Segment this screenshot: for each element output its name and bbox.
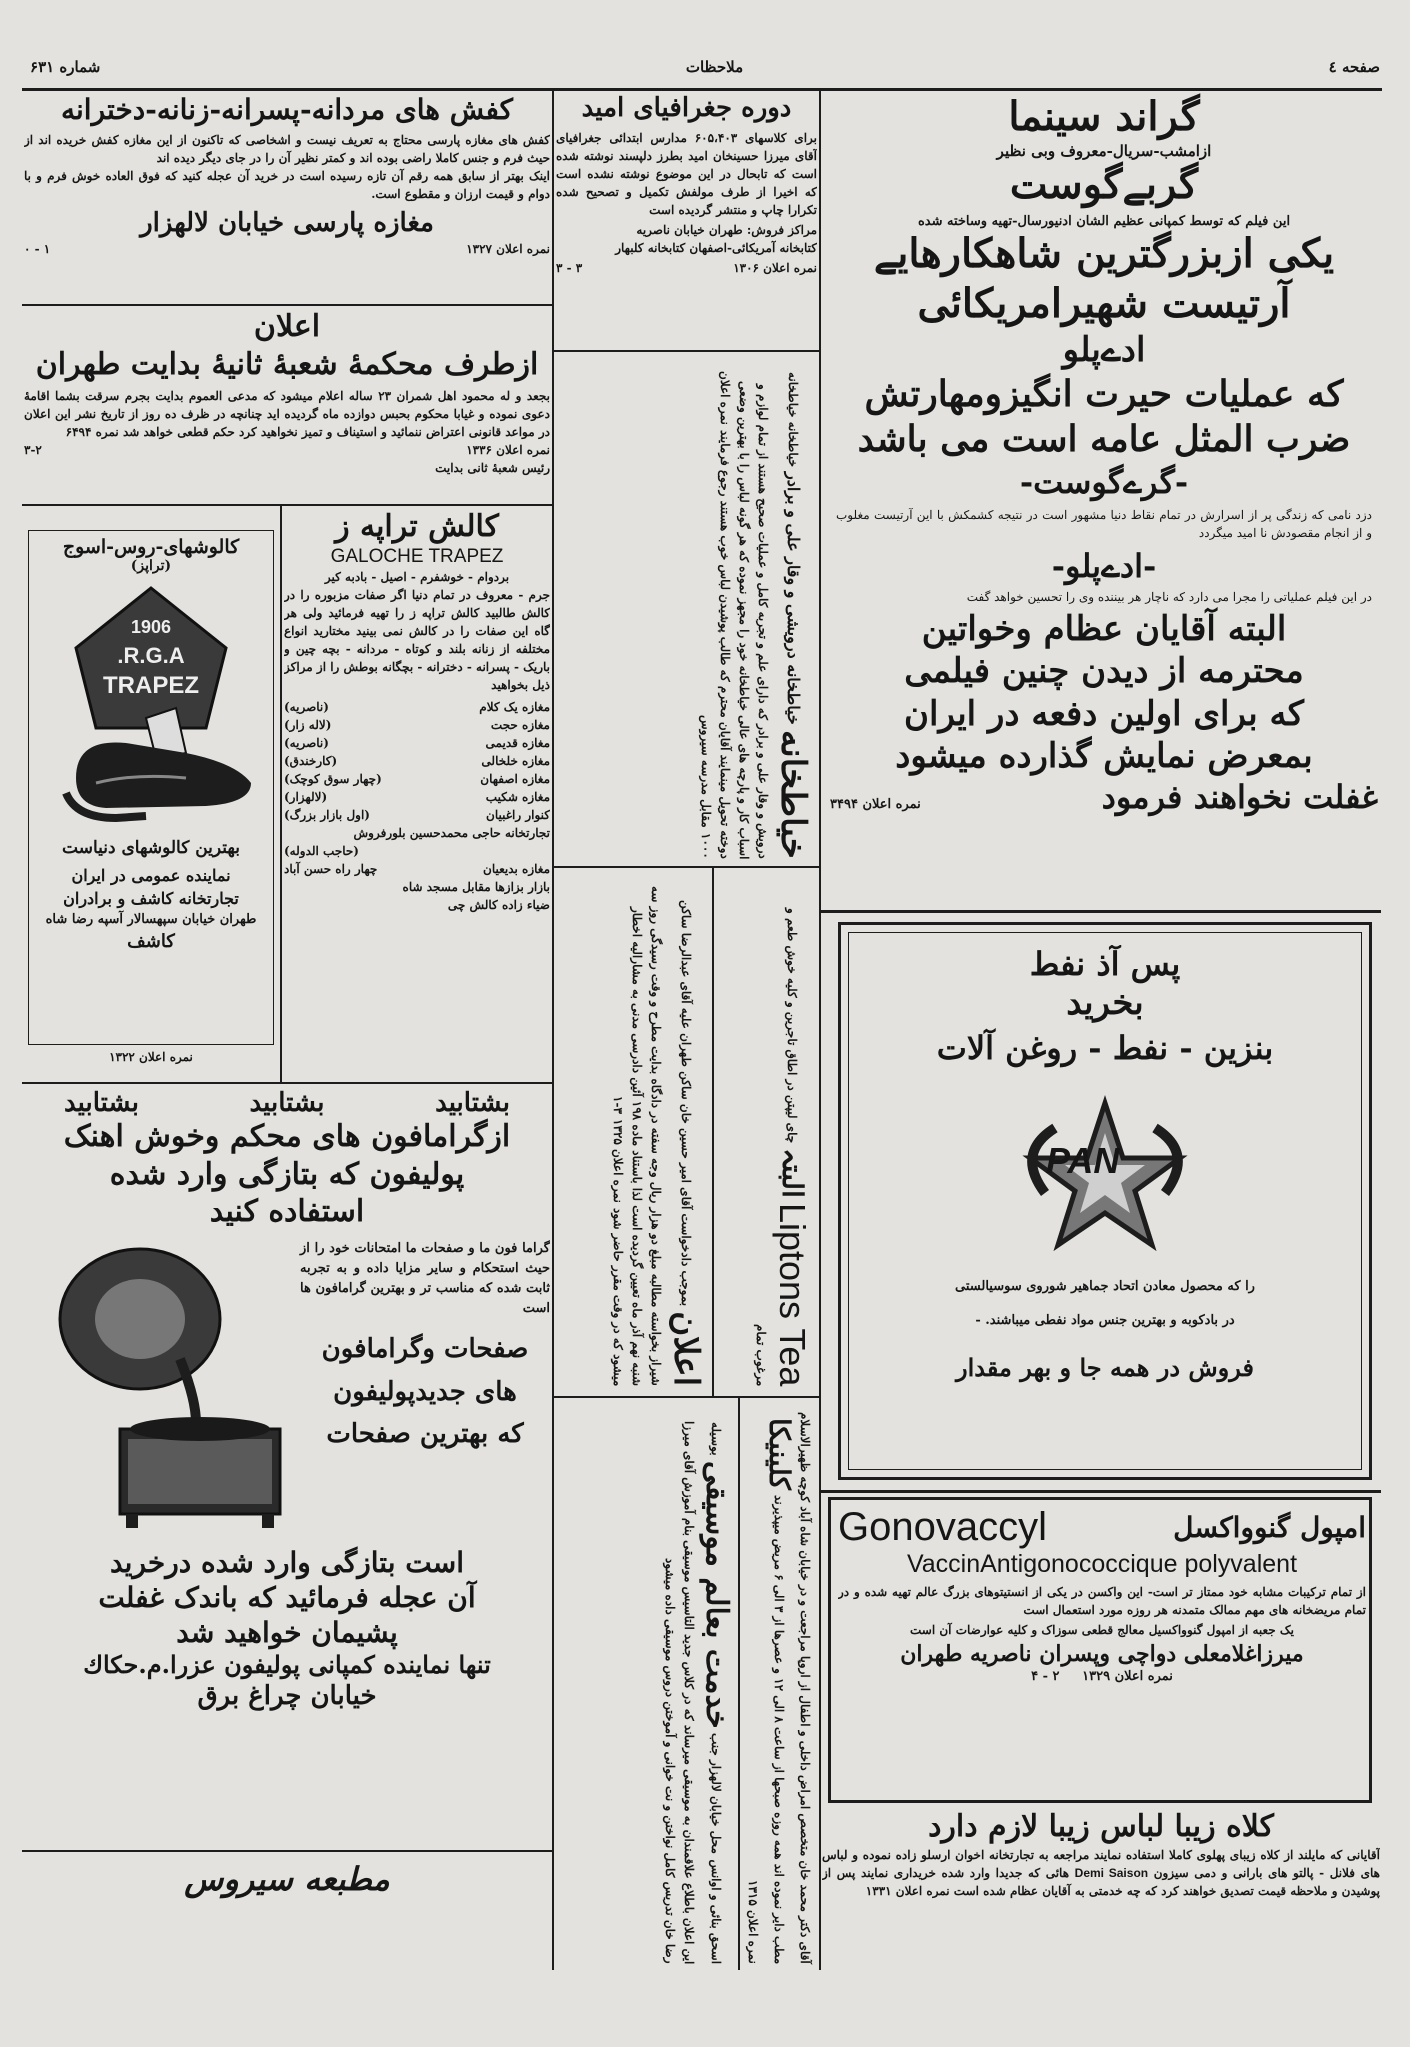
galoche-shop-name: مغازه بدیعیان bbox=[483, 861, 550, 876]
naft-line2: بخرید bbox=[1066, 983, 1144, 1023]
rule-clinic-divider bbox=[738, 1396, 740, 1970]
galoche-shop-location: (لاله زار) bbox=[284, 717, 332, 732]
press-name: مطبعه سیروس bbox=[184, 1860, 390, 1898]
notice-count: ۳-۱ bbox=[611, 1095, 625, 1114]
cinema-line3: آرتیست شهیرامریکائی bbox=[917, 280, 1291, 327]
hat-title: کلاه زیبا لباس زیبا لازم دارد bbox=[928, 1809, 1274, 1844]
lipton-persian: البتہ bbox=[776, 1147, 809, 1198]
cinema-line4: ادےپلو bbox=[1062, 330, 1146, 370]
cinema-para2: در این فیلم عملیاتی را مجرا می دارد که ناچار هر بیننده وی را تحسین خواهد گفت bbox=[966, 589, 1372, 604]
galoche-img-address: طهران خیابان سپهسالار آسپه رضا شاه bbox=[45, 912, 257, 927]
cinema-film: گربےگوست bbox=[1009, 161, 1199, 208]
geography-centers: مراکز فروش: طهران خیابان ناصریه bbox=[636, 222, 817, 237]
galoche-shop-location: (لالهزار) bbox=[284, 789, 328, 804]
cinema-line2: یکی ازبزرگترین شاهکارهایے bbox=[873, 230, 1335, 277]
gono-ad bbox=[838, 1505, 1366, 1797]
court-ad-number: نمره اعلان ۱۳۳۶ bbox=[466, 443, 550, 457]
cinema-para1: دزد نامی که زندگی پر از اسرارش در تمام نقاط دنیا مشهور است در نتیجه کشمکش با این آرتیست مغلوب و از انجام مقصودش نا امید میگردد bbox=[836, 507, 1372, 540]
issue-number: شماره ۶۳۱ bbox=[30, 58, 101, 76]
badge-trapez: TRAPEZ bbox=[103, 672, 199, 699]
gramophone-illustration bbox=[30, 1239, 300, 1539]
lipton-latin: Liptons Tea bbox=[772, 1202, 813, 1386]
naft-line1: پس آذ نفط bbox=[1029, 945, 1181, 983]
gramophone-line8: خیابان چراغ برق bbox=[197, 1680, 377, 1711]
rule-court-bottom bbox=[22, 504, 554, 506]
galoche-shop-row bbox=[284, 788, 550, 806]
tailor-ad bbox=[556, 358, 817, 863]
galoche-shop-name: ضیاء زاده کالش چی bbox=[447, 897, 550, 912]
music-body: بوسیله این اعلان باطلاع علاقمندان به موسیقی میرساند که در کلاس جدید التاسیس موسیقی بنام آموزش آقای میرزا رضا خان تدریس کامل نواختن و نت خوانی و آموختن دروس موسیقی داده میشود bbox=[663, 1420, 723, 1964]
gono-latin2: VaccinAntigonococcique polyvalent bbox=[906, 1550, 1298, 1578]
cinema-ad bbox=[830, 92, 1378, 910]
shoes-body2: اینک بهتر از سابق همه رقم آن تازه رسیده است در خرید آن عجله کنید که فوق العاده خوش فرم و با دوام و قیمت ارزان و مقطوع است. bbox=[24, 169, 550, 201]
galoche-shop-row bbox=[284, 752, 550, 770]
tailor-body: خیاطخانه خیاطخانه درویش و وقار علی و برادر که دارای علم و تجربه کامل و عملیات صحیح هستند از تمام لوازم و اسباب کار و پارچه های عالی خیاطخانه خود را مجهز نموده که هر گونه لباس را با بهترین وضعی دوخته تحویل مینمایند آقایان محترم که طالب پوشیدن لباس خوب هستند رجوع فرمایند bbox=[718, 372, 800, 859]
court-title: اعلان bbox=[253, 309, 321, 344]
galoche-title: کالش تراپه ز bbox=[335, 509, 499, 544]
galoche-features: بردوام - خوشفرم - اصیل - بادبه کیر bbox=[324, 569, 510, 584]
masthead-title: ملاحظات bbox=[685, 58, 744, 76]
page-header bbox=[30, 58, 1380, 86]
cinema-line11: که برای اولین دفعه در ایران bbox=[904, 693, 1304, 734]
galoche-shop-row bbox=[284, 842, 550, 860]
galoche-shop-row bbox=[284, 860, 550, 878]
cinema-line1: این فیلم که توسط کمپانی عظیم الشان ادنیورسال-تهیه وساخته شده bbox=[917, 214, 1291, 229]
music-addr: اسحق بنائی و اوانس bbox=[709, 1859, 723, 1964]
clinic-ad bbox=[742, 1400, 817, 1966]
shoes-title: کفش های مردانه-پسرانه-زنانه-دخترانه bbox=[61, 93, 513, 126]
geography-title: دوره جغرافیای امید bbox=[581, 93, 792, 123]
galoche-img-tag: بهترین کالوشهای دنیاست bbox=[62, 838, 240, 858]
rule-geography-bottom bbox=[554, 350, 820, 352]
galoche-shop-row bbox=[284, 698, 550, 716]
hurry-3: بشتابید bbox=[64, 1088, 139, 1118]
galoche-shop-location: (اول بازار بزرگ) bbox=[284, 807, 370, 822]
galoche-shop-row bbox=[284, 716, 550, 734]
geography-ad bbox=[556, 92, 817, 350]
gono-latin: Gonovaccyl bbox=[838, 1505, 1047, 1549]
gramophone-line2: پولیفون که بتازگی وارد شده bbox=[109, 1156, 465, 1192]
galoche-shop-name: بازار بزازها مقابل مسجد شاه bbox=[402, 879, 550, 894]
galoche-shop-location: (ناصریه) bbox=[284, 699, 329, 714]
court-ad bbox=[24, 308, 550, 502]
galoche-shop-name: مغازه اصفهان bbox=[480, 771, 550, 786]
rule-galoche-bottom bbox=[22, 1082, 554, 1084]
rule-notice-bottom bbox=[554, 1396, 820, 1398]
galoche-shop-location: (چهار سوق کوچک) bbox=[284, 771, 382, 786]
cinema-line12: بمعرض نمایش گذارده میشود bbox=[895, 736, 1313, 776]
gramophone-line4: است بتازگی وارد شده درخرید bbox=[109, 1545, 465, 1579]
hat-ad-number: نمره اعلان ۱۳۳۱ bbox=[865, 1883, 950, 1898]
shoes-body: کفش های مغازه پارسی محتاج به تعریف نیست و اشخاصی که تاکنون از این مغازه کفش خریده اند از حیث فرم و جنس کاملا راضی بوده اند و کمتر نظیر آن را در جای دیگر دیده اند bbox=[24, 133, 550, 165]
gramophone-side3: که بهترین صفحات bbox=[326, 1419, 524, 1450]
cinema-line7: -گرےگوست- bbox=[1019, 462, 1189, 501]
tailor-sub: خیاطخانه درویشی و وقار علی و برادر bbox=[784, 472, 803, 726]
hurry-2: بشتابید bbox=[249, 1088, 325, 1118]
cinema-ad-number: نمره اعلان ۳۴۹۴ bbox=[830, 796, 921, 812]
galoche-shop-name: مغازه شکیب bbox=[485, 789, 550, 804]
rule-shoes-bottom bbox=[22, 304, 554, 306]
galoche-img-heading: کالوشهای-روس-اسوج bbox=[62, 536, 240, 558]
galoche-shop-name: تجارتخانه حاجی محمدحسین بلورفروش bbox=[353, 825, 550, 840]
cinema-line5: که عملیات حیرت انگیزومهارتش bbox=[864, 372, 1344, 415]
hurry-1: بشتابید bbox=[435, 1088, 510, 1118]
hat-latin: Demi Saison bbox=[1074, 1865, 1149, 1880]
galoche-img-ad-number: نمره اعلان ۱۳۲۲ bbox=[109, 1050, 193, 1064]
galoche-shop-name: مغازه یک کلام bbox=[479, 699, 550, 714]
music-addr2: محل خیابان لالهزار جنب bbox=[709, 1733, 723, 1855]
clinic-ad-number: نمره اعلان ۱۳۱۵ bbox=[746, 1880, 760, 1964]
gono-persian: امپول گنوواکسل bbox=[1173, 1511, 1366, 1544]
badge-year: 1906 bbox=[130, 617, 172, 637]
galoche-shop-name: مغازه خلخالی bbox=[481, 753, 550, 768]
gono-count: ۲ - ۴ bbox=[1031, 1669, 1060, 1684]
naft-desc2: در بادکوبه و بهترین جنس مواد نفطی میباشند. - bbox=[975, 1313, 1235, 1329]
notice-ad-number: نمره اعلان ۱۳۲۵ bbox=[611, 1118, 625, 1203]
cinema-line9: البته آقایان عظام وخواتین bbox=[921, 608, 1287, 649]
hat-ad bbox=[822, 1808, 1380, 1968]
cinema-line13: غفلت نخواهند فرمود bbox=[1101, 777, 1378, 816]
header-rule bbox=[22, 88, 1382, 91]
gramophone-ad bbox=[24, 1088, 550, 1858]
court-count: ۳-۲ bbox=[24, 443, 42, 457]
galoche-img-name: کاشف bbox=[127, 931, 175, 952]
cinema-line6: ضرب المثل عامه است می باشد bbox=[857, 417, 1351, 460]
column-rule-left bbox=[552, 90, 554, 1970]
hat-body: آقایانی که مایلند از کلاه زیبای پهلوی کاملا استفاده نمایند مراجعه به تجارتخانه اخوان ارسلو زاده نموده و لباس های فلانل - پالتو های بارانی و دمی سیزون bbox=[822, 1847, 1380, 1880]
rule-galoche-divider bbox=[280, 504, 282, 1082]
galoche-shop-location: (ناصریه) bbox=[284, 735, 329, 750]
music-title: خدمت بعالم موسیقی bbox=[699, 1460, 734, 1729]
page-number: صفحه ٤ bbox=[1328, 58, 1380, 76]
galoche-img-rep: نماینده عمومی در ایران bbox=[71, 866, 231, 885]
pan-logo-text: PAN bbox=[1046, 1140, 1120, 1181]
gono-footer bbox=[838, 1667, 1366, 1687]
galoche-shop-row bbox=[284, 770, 550, 788]
hat-body2: هائی که جدیدا وارد شده خریداری نمایند پس از پوشیدن و ملاحظه قیمت تصدیق خواهند کرد که چه خدمتی به آقایان عظام شده است bbox=[822, 1865, 1380, 1898]
cinema-title: گراند سینما bbox=[1008, 93, 1200, 140]
geography-count: ۳ - ۳ bbox=[556, 260, 583, 275]
trapez-badge-and-shoe bbox=[36, 578, 266, 828]
galoche-image-panel-content bbox=[32, 536, 270, 1042]
galoche-shop-row bbox=[284, 878, 550, 896]
naft-desc1: را که محصول معادن اتحاد جماهیر شوروی سوسیالستی bbox=[955, 1279, 1255, 1294]
galoche-drawn-box bbox=[292, 530, 293, 531]
galoche-shop-name: کنوار راغبیان bbox=[486, 807, 550, 822]
music-ad bbox=[556, 1400, 736, 1966]
tailor-title: خیاطخانه bbox=[773, 730, 813, 859]
galoche-body: جرم - معروف در تمام دنیا اگر صفات مزبوره را در کالش طالبید کالش تراپه ز را تهیه فرمائید ولی هر گاه این صفات را در کالش نمی بینید مختارید انواع مختلفه از زنانه بلند و کوتاه - مردانه - بچه چین و باریک - پسرانه - دخترانه - بچگانه بوطش را از مراکز ذیل بخواهید bbox=[284, 587, 550, 692]
tailor-address: مقابل مدرسه سیروس bbox=[699, 715, 713, 829]
galoche-shop-name: مغازه قدیمی bbox=[485, 735, 550, 750]
shoes-ad-number: نمره اعلان ۱۳۲۷ bbox=[466, 241, 550, 256]
clinic-body: آقای دکتر محمد خان متخصص امراض داخلی و اطفال از اروپا مراجعت و در خیابان شاه آباد کوچه ظهیرالاسلام مطب دایر نموده اند همه روزه صبحها از ساعت ۸ الی ۱۲ و عصرها از ۳ الی ۶ مریض میپذیرند bbox=[772, 1412, 812, 1964]
shoes-store: مغازه پارسی خیابان لالهزار bbox=[140, 208, 434, 238]
geography-centers2: کتابخانه آمریکائی-اصفهان کتابخانه کلبهار bbox=[615, 240, 817, 255]
naft-line3: بنزین - نفط - روغن آلات bbox=[936, 1029, 1274, 1067]
column-rule-right bbox=[819, 90, 821, 1970]
galoche-shop-row bbox=[284, 896, 550, 914]
naft-sale: فروش در همه جا و بهر مقدار bbox=[956, 1353, 1254, 1383]
naft-ad bbox=[856, 945, 1354, 1465]
court-body: بجعد و له محمود اهل شمران ۲۳ ساله اعلام میشود که مدعی العموم بدایت بجرم سرقت بشما اقامۀ دعوی نموده و غیابا محکوم بحبس دوازده ماه گردیده اید چنانچه در ظرف ده روز از تاریخ نشر این اعلان در مواعد قانونی اعتراض ننمائید و استیناف و تمیز نخواهید کرد حکم قطعی خواهد شد نمره ۶۴۹۴ bbox=[24, 389, 550, 439]
gono-body: از تمام ترکیبات مشابه خود ممتاز تر است- این واکسن در یکی از انستیتوهای بزرگ عالم تهیه شده و در تمام مریضخانه های مهم ممالک متمدنه هر روزه مورد استعمال است bbox=[838, 1585, 1366, 1617]
galoche-shop-location: (حاجب الدوله) bbox=[284, 843, 359, 858]
galoche-shop-list bbox=[284, 698, 550, 914]
galoche-shop-name: مغازه حجت bbox=[490, 717, 550, 732]
badge-rga: R.G.A. bbox=[117, 643, 185, 668]
shoes-ad bbox=[24, 92, 550, 302]
court-subtitle: ازطرف محکمۀ شعبۀ ثانیۀ بدایت طهران bbox=[35, 346, 539, 382]
galoche-ad bbox=[284, 508, 550, 1080]
gramophone-side2: های جدیدپولیفون bbox=[333, 1376, 517, 1407]
cinema-line10: محترمه از دیدن چنین فیلمی bbox=[904, 651, 1304, 691]
shoes-count: ۱ - ۰ bbox=[24, 241, 51, 256]
galoche-latin: GALOCHE TRAPEZ bbox=[330, 545, 504, 567]
court-signature: رئیس شعبۀ ثانی بدایت bbox=[435, 461, 550, 475]
rule-gramophone-bottom bbox=[22, 1850, 554, 1852]
gramophone-para: گراما فون ما و صفحات ما امتحانات خود را از حیث استحکام و سایر مزایا داده و به تجربه ثابت شده که مناسب تر و بهترین گرامافون ها است bbox=[300, 1240, 550, 1316]
gramophone-line1: ازگرامافون های محکم وخوش اهنک bbox=[63, 1119, 511, 1154]
galoche-shop-row bbox=[284, 806, 550, 824]
hat-text bbox=[822, 1846, 1380, 1900]
rule-naft-bottom bbox=[821, 1490, 1381, 1493]
galoche-shop-row bbox=[284, 734, 550, 752]
rule-tailor-bottom bbox=[554, 866, 820, 868]
gramophone-line6: پشیمان خواهید شد bbox=[176, 1615, 398, 1649]
galoche-img-company: تجارتخانه کاشف و برادران bbox=[63, 889, 239, 908]
gramophone-line5: آن عجله فرمائید که باندک غفلت bbox=[98, 1580, 476, 1614]
galoche-shop-row bbox=[284, 824, 550, 842]
gramophone-line7: تنها نماینده کمپانی پولیفون عزرا.م.حکاك bbox=[83, 1649, 491, 1679]
geography-ad-number: نمره اعلان ۱۳۰۶ bbox=[733, 260, 817, 275]
rule-lipton-divider bbox=[712, 866, 714, 1396]
rule-cinema-bottom bbox=[821, 910, 1381, 913]
galoche-img-sub: (تراپز) bbox=[130, 558, 172, 574]
galoche-shop-location: (کارخندق) bbox=[284, 753, 338, 768]
cinema-subtitle: ازامشب-سریال-معروف وبی نظیر bbox=[996, 142, 1212, 160]
lipton-sub: چای لیپتن در اطاق تاجرین و کلیه خوش طعم و مرغوب تمام bbox=[754, 907, 799, 1386]
gono-bold: یک جعبه از امپول گنوواکسیل معالج قطعی سوزاک و کلیه عوارضات آن است bbox=[910, 1623, 1294, 1637]
gramophone-line3: استفاده کنید bbox=[209, 1194, 365, 1229]
lipton-ad bbox=[716, 870, 817, 1390]
gramophone-side1: صفحات وگرامافون bbox=[321, 1334, 529, 1365]
tailor-ad-number: نمره اعلان ۱۰۰۰ bbox=[699, 371, 732, 859]
clinic-title: کلینیکا bbox=[763, 1417, 796, 1490]
geography-body: برای کلاسهای ۶۰۵،۴۰۳ مدارس ابتدائی جغرافیای آقای میرزا حسینخان امید بطرز دلپسند نوشته شده است که تابحال در این موضوع نوشته نشده است که اخیرا از طرف مولفش تکمیل و تصحیح شده تکرارا چاپ و منتشر گردیده است bbox=[556, 130, 817, 217]
notice-ad bbox=[556, 870, 710, 1390]
notice-title: اعلان bbox=[666, 1311, 706, 1386]
galoche-shop-location: چهار راه حسن آباد bbox=[284, 861, 378, 876]
notice-body: بموجب دادخواست آقای امیر حسین خان ساکن طهران علیه آقای عبدالرضا ساکن شیراز بخواسته مطالبه مبلغ دو هزار ریال وجه سفته در دادگاه بدایت مطرح و وقت رسیدگی روز سه شنبه نهم آذر ماه تعیین گردیده است لذا باستناد ماده ۱۹۸ آئین دادرسی مدنی به مشارالیه اخطار میشود که در وقت مقرر حاضر شود bbox=[611, 886, 693, 1386]
gono-ad-number: نمره اعلان ۱۳۲۹ bbox=[1082, 1669, 1173, 1684]
cinema-line8: -ادےپلو- bbox=[1051, 546, 1157, 585]
gono-seller: میرزاغلامعلی دواچی وپسران ناصریه طهران bbox=[900, 1641, 1304, 1667]
